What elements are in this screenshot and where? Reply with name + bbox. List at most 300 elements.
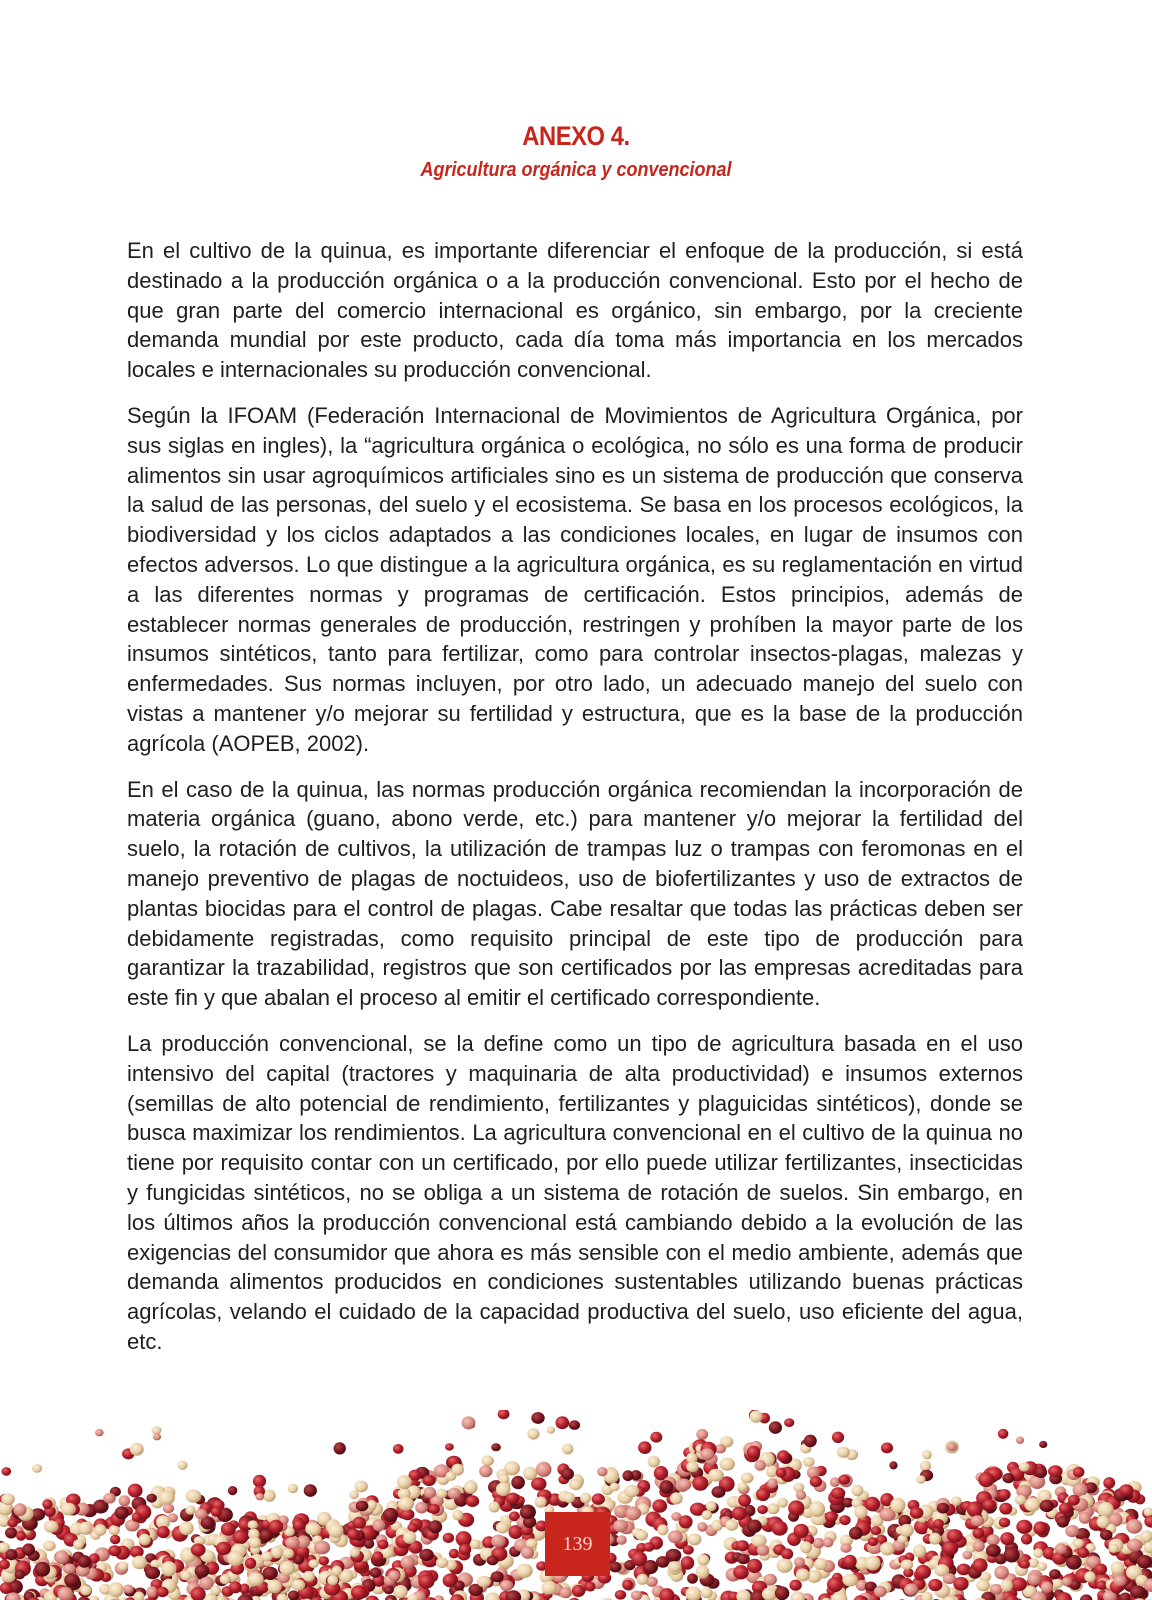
quinoa-seed — [55, 1550, 69, 1564]
quinoa-seed — [452, 1510, 463, 1521]
quinoa-seed — [248, 1520, 258, 1529]
quinoa-seed — [1002, 1473, 1014, 1483]
quinoa-seed — [383, 1508, 398, 1522]
quinoa-seed — [657, 1524, 668, 1535]
quinoa-seed — [1024, 1497, 1040, 1512]
quinoa-seed — [1065, 1525, 1079, 1537]
quinoa-seed — [775, 1586, 789, 1600]
quinoa-seed — [401, 1556, 415, 1569]
paragraph: La producción convencional, se la define como un tipo de agricultura basada en el uso intensivo del capital (tractores y maquinaria de alta productividad) e insumos externos (semillas de alto potencial de rendimiento, fertilizantes y plaguicidas sintéticos), donde se busca maximizar los rendimientos. La agricultura convencional en el cultivo de la quinua no tiene por requisito contar con un certificado, por ello puede utilizar fertilizantes, insecticidas y fungicidas sintéticos, no se obliga a un sistema de rotación de suelos. Sin embargo, en los últimos años la producción convencional está cambiando debido a la evolución de las exigencias del consumidor que ahora es más sensible con el medio ambiente, además que demanda alimentos producidos en condiciones sustentables utilizando buenas prácticas agrícolas, velando el cuidado de la capacidad productiva del suelo, uso eficiente del agua, etc. — [127, 1030, 1023, 1354]
quinoa-seed — [915, 1565, 931, 1579]
quinoa-seed — [937, 1503, 949, 1514]
quinoa-seed — [191, 1543, 206, 1556]
quinoa-seed — [784, 1418, 794, 1427]
quinoa-seed — [971, 1515, 984, 1526]
quinoa-seed — [44, 1520, 59, 1532]
quinoa-seed — [186, 1490, 201, 1503]
quinoa-seed — [157, 1526, 170, 1538]
quinoa-seed — [809, 1501, 825, 1517]
quinoa-seed — [233, 1530, 249, 1545]
quinoa-seed — [904, 1583, 918, 1595]
quinoa-seed — [823, 1537, 834, 1547]
quinoa-seed — [353, 1517, 367, 1529]
quinoa-seed — [652, 1499, 667, 1512]
quinoa-seed — [638, 1441, 651, 1454]
quinoa-seed — [520, 1506, 535, 1519]
quinoa-seed — [370, 1568, 382, 1578]
quinoa-seed — [161, 1561, 176, 1576]
quinoa-seed — [929, 1533, 941, 1545]
quinoa-seed — [22, 1543, 35, 1556]
body-text — [127, 236, 1023, 1373]
quinoa-seed — [14, 1503, 27, 1516]
quinoa-seed — [384, 1586, 394, 1594]
quinoa-seed — [347, 1528, 360, 1540]
quinoa-seed — [656, 1556, 670, 1568]
quinoa-seed — [804, 1435, 817, 1448]
quinoa-seed — [1113, 1575, 1126, 1586]
quinoa-seed — [388, 1570, 400, 1581]
quinoa-seed — [372, 1551, 383, 1562]
quinoa-seed — [624, 1485, 639, 1498]
quinoa-seed — [228, 1551, 244, 1566]
quinoa-seed — [585, 1582, 595, 1592]
quinoa-seed — [253, 1475, 266, 1488]
quinoa-seed — [687, 1573, 698, 1583]
quinoa-seed — [901, 1559, 914, 1569]
quinoa-seed — [43, 1541, 56, 1552]
quinoa-seed — [1077, 1547, 1088, 1558]
quinoa-seed — [309, 1559, 319, 1568]
quinoa-seed — [688, 1534, 702, 1546]
quinoa-seed — [1098, 1502, 1114, 1517]
quinoa-seed — [900, 1524, 914, 1537]
quinoa-seed — [998, 1429, 1009, 1439]
quinoa-seed — [986, 1544, 1001, 1557]
quinoa-seed — [1062, 1577, 1072, 1586]
quinoa-seed — [443, 1533, 454, 1543]
quinoa-seed — [268, 1580, 282, 1593]
quinoa-seed — [108, 1545, 121, 1556]
quinoa-seed — [720, 1458, 735, 1471]
quinoa-seed — [331, 1566, 342, 1576]
quinoa-seed — [1000, 1532, 1014, 1545]
quinoa-seed — [622, 1580, 633, 1590]
annex-title: ANEXO 4. — [522, 121, 630, 151]
quinoa-seed — [424, 1487, 436, 1498]
quinoa-seed — [498, 1410, 510, 1419]
quinoa-seed — [327, 1575, 338, 1585]
quinoa-seed — [403, 1531, 416, 1544]
quinoa-seed — [443, 1574, 457, 1588]
quinoa-seed — [696, 1429, 708, 1440]
quinoa-seed — [616, 1535, 626, 1544]
quinoa-seed — [832, 1432, 844, 1443]
quinoa-seed — [838, 1475, 850, 1485]
quinoa-seed — [451, 1464, 464, 1476]
quinoa-seed — [874, 1586, 887, 1597]
quinoa-seed — [130, 1443, 144, 1456]
quinoa-seed — [489, 1502, 500, 1513]
quinoa-seed — [757, 1545, 770, 1556]
quinoa-seed — [756, 1488, 770, 1501]
quinoa-seed — [132, 1556, 147, 1570]
quinoa-seed — [1016, 1437, 1024, 1444]
quinoa-seed — [670, 1492, 683, 1504]
quinoa-seed — [631, 1551, 647, 1566]
quinoa-seed — [678, 1479, 691, 1491]
quinoa-seed — [868, 1537, 878, 1546]
quinoa-seed — [0, 1582, 13, 1594]
quinoa-seed — [349, 1490, 359, 1499]
quinoa-seed — [747, 1520, 762, 1533]
quinoa-seed — [881, 1443, 893, 1454]
quinoa-seed — [772, 1521, 788, 1536]
quinoa-seed — [153, 1433, 161, 1440]
quinoa-seed — [7, 1519, 18, 1528]
quinoa-seed — [220, 1574, 231, 1584]
quinoa-seed — [80, 1585, 91, 1595]
quinoa-seed — [32, 1464, 42, 1473]
quinoa-seed — [564, 1492, 575, 1503]
quinoa-seed — [109, 1582, 124, 1597]
quinoa-seed — [810, 1476, 822, 1487]
quinoa-seed — [145, 1567, 160, 1580]
quinoa-seed — [78, 1522, 92, 1535]
quinoa-seed — [794, 1557, 805, 1567]
quinoa-seed — [738, 1494, 751, 1507]
quinoa-seed — [159, 1490, 175, 1505]
quinoa-seed — [305, 1523, 321, 1536]
quinoa-seed — [139, 1534, 151, 1546]
quinoa-seed — [482, 1455, 494, 1466]
quinoa-seed — [185, 1505, 195, 1515]
quinoa-seed — [1100, 1530, 1113, 1541]
quinoa-seed — [1126, 1519, 1142, 1534]
paragraph: En el cultivo de la quinua, es importante diferenciar el enfoque de la producción, si está destinado a la producción orgánica o a la producción convencional. Esto por el hecho de que gran parte del comercio internacional es orgánico, sin embargo, por la creciente demanda mundial por este producto, cada día toma más importancia en los mercados locales e internacionales su producción convencional. — [127, 238, 1023, 383]
quinoa-seed — [303, 1571, 315, 1582]
quinoa-seed — [1095, 1564, 1107, 1575]
quinoa-seed — [712, 1486, 726, 1498]
page-header — [0, 120, 1152, 184]
quinoa-seed — [623, 1470, 634, 1481]
quinoa-seed — [401, 1509, 415, 1520]
quinoa-seed — [789, 1580, 801, 1591]
quinoa-seed — [776, 1468, 787, 1478]
quinoa-seed — [373, 1519, 386, 1531]
quinoa-seed — [700, 1448, 714, 1460]
quinoa-seed — [42, 1499, 52, 1509]
quinoa-seed — [163, 1503, 174, 1513]
quinoa-seed — [436, 1557, 448, 1568]
quinoa-seed — [1016, 1520, 1032, 1534]
quinoa-seed — [211, 1507, 223, 1517]
quinoa-seed — [562, 1444, 573, 1455]
quinoa-seed — [697, 1522, 707, 1532]
quinoa-seed — [865, 1497, 880, 1512]
quinoa-seed — [880, 1542, 895, 1555]
quinoa-seed — [973, 1528, 985, 1539]
quinoa-seed — [531, 1412, 544, 1424]
quinoa-seed — [741, 1473, 754, 1484]
quinoa-seed — [397, 1475, 412, 1489]
quinoa-seed — [2, 1467, 12, 1476]
page-number: 139 — [545, 1512, 610, 1576]
quinoa-seed — [580, 1493, 591, 1504]
quinoa-seed — [831, 1487, 845, 1499]
quinoa-seed — [683, 1545, 694, 1554]
quinoa-seed — [216, 1542, 231, 1555]
quinoa-seed — [5, 1527, 17, 1538]
quinoa-seed — [635, 1530, 648, 1541]
paragraph: En el caso de la quinua, las normas producción orgánica recomiendan la incorporación de materia orgánica (guano, abono verde, etc.) para mantener y/o mejorar la fertilidad del suelo, la rotación de cultivos, la utilización de trampas luz o trampas con feromonas en el manejo preventivo de plagas de noctuideos, uso de biofertilizantes y uso de extractos de plantas biocidas para el control de plagas. Cabe resaltar que todas las prácticas deben ser debidamente registradas, como requisito principal de este tipo de producción para garantizar la trazabilidad, registros que son certificados por las empresas acreditadas para este fin y que abalan el proceso al emitir el certificado correspondiente. — [127, 776, 1023, 1011]
quinoa-seed — [445, 1443, 454, 1450]
quinoa-seed — [491, 1571, 504, 1582]
quinoa-seed — [1068, 1495, 1080, 1506]
quinoa-seed — [229, 1581, 242, 1593]
quinoa-seed — [1019, 1462, 1030, 1471]
quinoa-seed — [913, 1544, 926, 1557]
quinoa-seed — [269, 1520, 283, 1534]
quinoa-seed — [179, 1521, 194, 1535]
quinoa-seed — [328, 1523, 343, 1538]
quinoa-seed — [978, 1472, 994, 1487]
quinoa-seed — [95, 1429, 104, 1436]
quinoa-seed — [415, 1502, 428, 1514]
quinoa-seed — [1055, 1543, 1067, 1554]
quinoa-seed — [889, 1461, 897, 1469]
quinoa-seed — [132, 1512, 142, 1522]
quinoa-seed — [1137, 1555, 1152, 1569]
quinoa-seed — [293, 1519, 305, 1530]
quinoa-seed — [304, 1484, 317, 1497]
quinoa-seed — [1, 1493, 15, 1505]
annex-subtitle: Agricultura orgánica y convencional — [420, 159, 732, 181]
quinoa-seed — [736, 1540, 749, 1551]
quinoa-seed — [560, 1587, 572, 1598]
quinoa-seed — [119, 1495, 131, 1506]
quinoa-seed — [288, 1590, 299, 1600]
quinoa-seed — [631, 1591, 642, 1600]
quinoa-seed — [947, 1529, 963, 1543]
quinoa-seed — [843, 1555, 856, 1568]
quinoa-seed — [1073, 1539, 1084, 1548]
quinoa-seed — [679, 1515, 693, 1528]
quinoa-seed — [668, 1530, 683, 1543]
quinoa-seed — [466, 1495, 480, 1507]
quinoa-seed — [547, 1426, 555, 1433]
quinoa-seed — [1051, 1579, 1063, 1589]
quinoa-seed — [156, 1587, 168, 1597]
quinoa-seed — [781, 1548, 793, 1559]
quinoa-seed — [1073, 1467, 1085, 1478]
quinoa-seed — [1011, 1577, 1027, 1591]
quinoa-seed — [423, 1475, 436, 1486]
quinoa-seed — [777, 1498, 788, 1508]
quinoa-seed — [499, 1474, 510, 1484]
quinoa-seed — [660, 1480, 674, 1494]
quinoa-seed — [650, 1432, 662, 1443]
quinoa-seed — [350, 1548, 360, 1557]
quinoa-seed — [697, 1554, 709, 1566]
quinoa-seed — [1096, 1580, 1107, 1590]
quinoa-seed — [796, 1569, 810, 1582]
quinoa-seed — [255, 1493, 264, 1500]
quinoa-seed — [459, 1544, 472, 1556]
quinoa-seed — [506, 1493, 520, 1504]
quinoa-seed — [865, 1556, 880, 1571]
quinoa-seed — [419, 1549, 434, 1561]
quinoa-seed — [800, 1541, 812, 1553]
quinoa-seed — [999, 1503, 1012, 1515]
quinoa-seed — [615, 1590, 626, 1600]
quinoa-seed — [972, 1558, 987, 1572]
quinoa-seed — [922, 1592, 933, 1600]
quinoa-seed — [485, 1592, 500, 1600]
quinoa-seed — [1033, 1548, 1043, 1558]
quinoa-seed — [249, 1537, 261, 1549]
quinoa-seed — [1119, 1593, 1131, 1600]
quinoa-seed — [1001, 1579, 1013, 1591]
quinoa-seed — [849, 1527, 863, 1540]
quinoa-seed — [16, 1531, 26, 1541]
quinoa-seed — [1059, 1503, 1072, 1515]
quinoa-seed — [535, 1497, 547, 1508]
quinoa-seed — [393, 1585, 407, 1599]
quinoa-seed — [541, 1581, 557, 1595]
quinoa-seed — [854, 1505, 867, 1518]
quinoa-seed — [128, 1484, 143, 1498]
quinoa-seed — [825, 1511, 838, 1522]
quinoa-seed — [436, 1489, 447, 1499]
quinoa-seed — [367, 1500, 377, 1510]
quinoa-seed — [356, 1501, 369, 1512]
quinoa-seed — [626, 1506, 642, 1520]
quinoa-seed — [796, 1490, 806, 1500]
quinoa-seed — [1033, 1521, 1047, 1535]
quinoa-seed — [592, 1493, 605, 1504]
quinoa-seed — [837, 1447, 850, 1458]
quinoa-seed — [147, 1494, 157, 1503]
quinoa-seed — [1079, 1512, 1091, 1524]
quinoa-seed — [827, 1577, 843, 1592]
quinoa-seed — [668, 1561, 681, 1572]
quinoa-seed — [77, 1597, 90, 1600]
quinoa-seed — [890, 1498, 905, 1513]
quinoa-seed — [813, 1538, 824, 1549]
quinoa-seed — [556, 1416, 570, 1429]
quinoa-seed — [973, 1540, 985, 1551]
quinoa-seed — [279, 1561, 295, 1575]
quinoa-seed — [500, 1580, 513, 1591]
quinoa-seed — [747, 1446, 761, 1459]
quinoa-seed — [843, 1574, 858, 1587]
quinoa-seed — [767, 1478, 777, 1488]
quinoa-seed — [1027, 1573, 1041, 1586]
quinoa-seed — [527, 1428, 539, 1439]
quinoa-seed — [34, 1562, 50, 1577]
quinoa-seed — [261, 1551, 273, 1561]
quinoa-seed — [648, 1456, 660, 1468]
quinoa-seed — [228, 1486, 237, 1495]
quinoa-seed — [123, 1585, 134, 1594]
quinoa-seed — [245, 1558, 256, 1569]
quinoa-seed — [794, 1524, 809, 1538]
quinoa-seed — [61, 1503, 76, 1516]
quinoa-seed — [1103, 1477, 1115, 1489]
quinoa-seed — [449, 1549, 459, 1559]
quinoa-seed — [692, 1476, 708, 1491]
quinoa-seed — [643, 1542, 654, 1552]
quinoa-seed — [839, 1515, 850, 1525]
quinoa-seed — [910, 1507, 924, 1519]
quinoa-seed — [110, 1535, 120, 1544]
quinoa-seed — [64, 1573, 80, 1587]
quinoa-seed — [73, 1539, 84, 1549]
quinoa-seed — [377, 1540, 388, 1550]
quinoa-seed — [976, 1580, 990, 1592]
quinoa-seed — [999, 1518, 1010, 1528]
quinoa-seed — [1084, 1571, 1095, 1582]
quinoa-seed — [696, 1565, 710, 1579]
quinoa-seed — [1021, 1534, 1032, 1545]
quinoa-seed — [288, 1484, 298, 1493]
quinoa-seed — [987, 1534, 1000, 1545]
quinoa-seed — [1057, 1516, 1070, 1528]
quinoa-seed — [292, 1579, 306, 1590]
quinoa-seed — [536, 1462, 552, 1477]
quinoa-seed — [983, 1499, 997, 1510]
quinoa-seed — [283, 1548, 294, 1558]
quinoa-seed — [118, 1562, 128, 1571]
quinoa-seed — [916, 1475, 925, 1484]
quinoa-seed — [470, 1539, 481, 1549]
quinoa-seed — [491, 1443, 501, 1451]
quinoa-seed — [788, 1500, 804, 1515]
quinoa-seed — [517, 1564, 533, 1578]
quinoa-seed — [487, 1555, 499, 1565]
quinoa-seed — [777, 1450, 790, 1462]
quinoa-seed — [572, 1585, 585, 1597]
quinoa-seed — [115, 1506, 129, 1519]
quinoa-seed — [152, 1426, 162, 1434]
quinoa-seed — [285, 1537, 299, 1549]
quinoa-seed — [94, 1524, 107, 1536]
quinoa-seed — [1097, 1516, 1110, 1529]
quinoa-seed — [448, 1488, 461, 1499]
quinoa-seed — [428, 1520, 442, 1533]
quinoa-seed — [314, 1541, 330, 1555]
quinoa-seed — [701, 1588, 713, 1599]
quinoa-seed — [755, 1460, 766, 1471]
quinoa-seed — [738, 1482, 748, 1491]
quinoa-seed — [78, 1555, 91, 1568]
quinoa-seed — [561, 1468, 574, 1480]
quinoa-seed — [109, 1525, 120, 1535]
quinoa-seed — [521, 1546, 534, 1559]
quinoa-seed — [1048, 1465, 1063, 1477]
quinoa-seed — [496, 1522, 509, 1534]
quinoa-seed — [610, 1483, 620, 1492]
quinoa-seed — [15, 1570, 25, 1580]
quinoa-seed — [103, 1493, 116, 1504]
quinoa-seed — [177, 1461, 187, 1470]
quinoa-seed — [1108, 1544, 1118, 1553]
quinoa-seed — [393, 1444, 404, 1454]
quinoa-seed — [398, 1497, 414, 1511]
quinoa-seed — [998, 1489, 1011, 1500]
quinoa-seed — [609, 1562, 622, 1573]
